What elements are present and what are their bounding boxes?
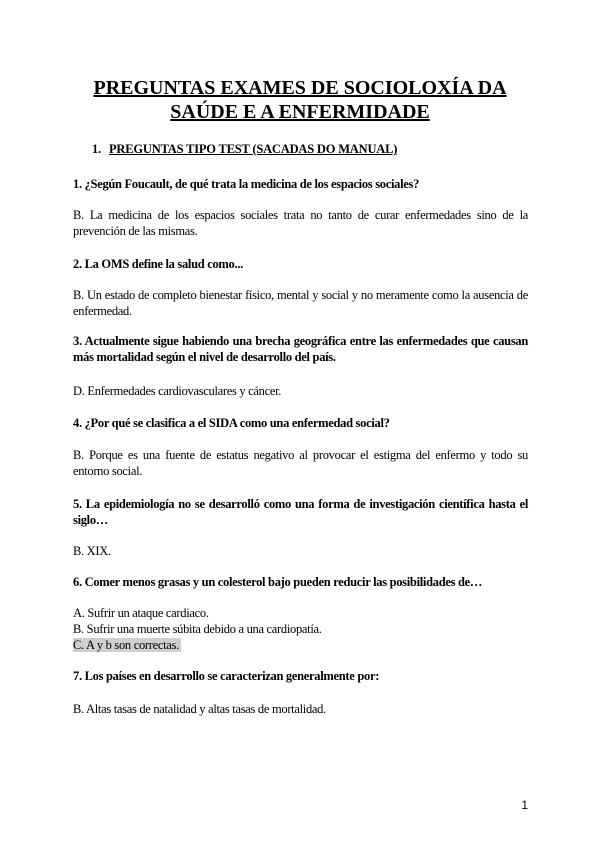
section-heading [92, 142, 397, 157]
answer-6c-row [73, 637, 528, 653]
answer-6b: B. Sufrir una muerte súbita debido a una cardiopatía. [73, 622, 322, 636]
answer-1: B. La medicina de los espacios sociales trata no tanto de curar enfermedades sino de la prevención de las mismas. [73, 208, 528, 238]
section-label: PREGUNTAS TIPO TEST (SACADAS DO MANUAL) [109, 142, 398, 156]
answer-5: B. XIX. [73, 544, 111, 558]
question-5: 5. La epidemiología no se desarrolló como una forma de investigación científica hasta el siglo… [73, 497, 528, 527]
page-number: 1 [521, 798, 528, 812]
answer-2: B. Un estado de completo bienestar físico, mental y social y no meramente como la ausencia de enfermedad. [73, 288, 528, 318]
answer-6c-highlighted: C. A y b son correctas. [73, 638, 179, 652]
document-title: PREGUNTAS EXAMES DE SOCIOLOXÍA DA SAÚDE E A ENFERMIDADE [93, 77, 507, 123]
question-2: 2. La OMS define la salud como... [73, 257, 243, 271]
section-number: 1. [92, 142, 101, 156]
question-1: 1. ¿Según Foucault, de qué trata la medicina de los espacios sociales? [73, 177, 420, 191]
answer-7: B. Altas tasas de natalidad y altas tasas de mortalidad. [73, 702, 326, 716]
answer-6a: A. Sufrir un ataque cardiaco. [73, 606, 209, 620]
answer-3: D. Enfermedades cardiovasculares y cáncer. [73, 384, 282, 398]
question-4: 4. ¿Por qué se clasifica a el SIDA como una enfermedad social? [73, 416, 390, 430]
question-7: 7. Los países en desarrollo se caracterizan generalmente por: [73, 669, 380, 683]
question-6: 6. Comer menos grasas y un colesterol bajo pueden reducir las posibilidades de… [73, 575, 483, 589]
answer-4: B. Porque es una fuente de estatus negativo al provocar el estigma del enfermo y todo su entorno social. [73, 448, 528, 478]
question-3: 3. Actualmente sigue habiendo una brecha geográfica entre las enfermedades que causan más mortalidad según el nivel de desarrollo del país. [73, 334, 528, 364]
